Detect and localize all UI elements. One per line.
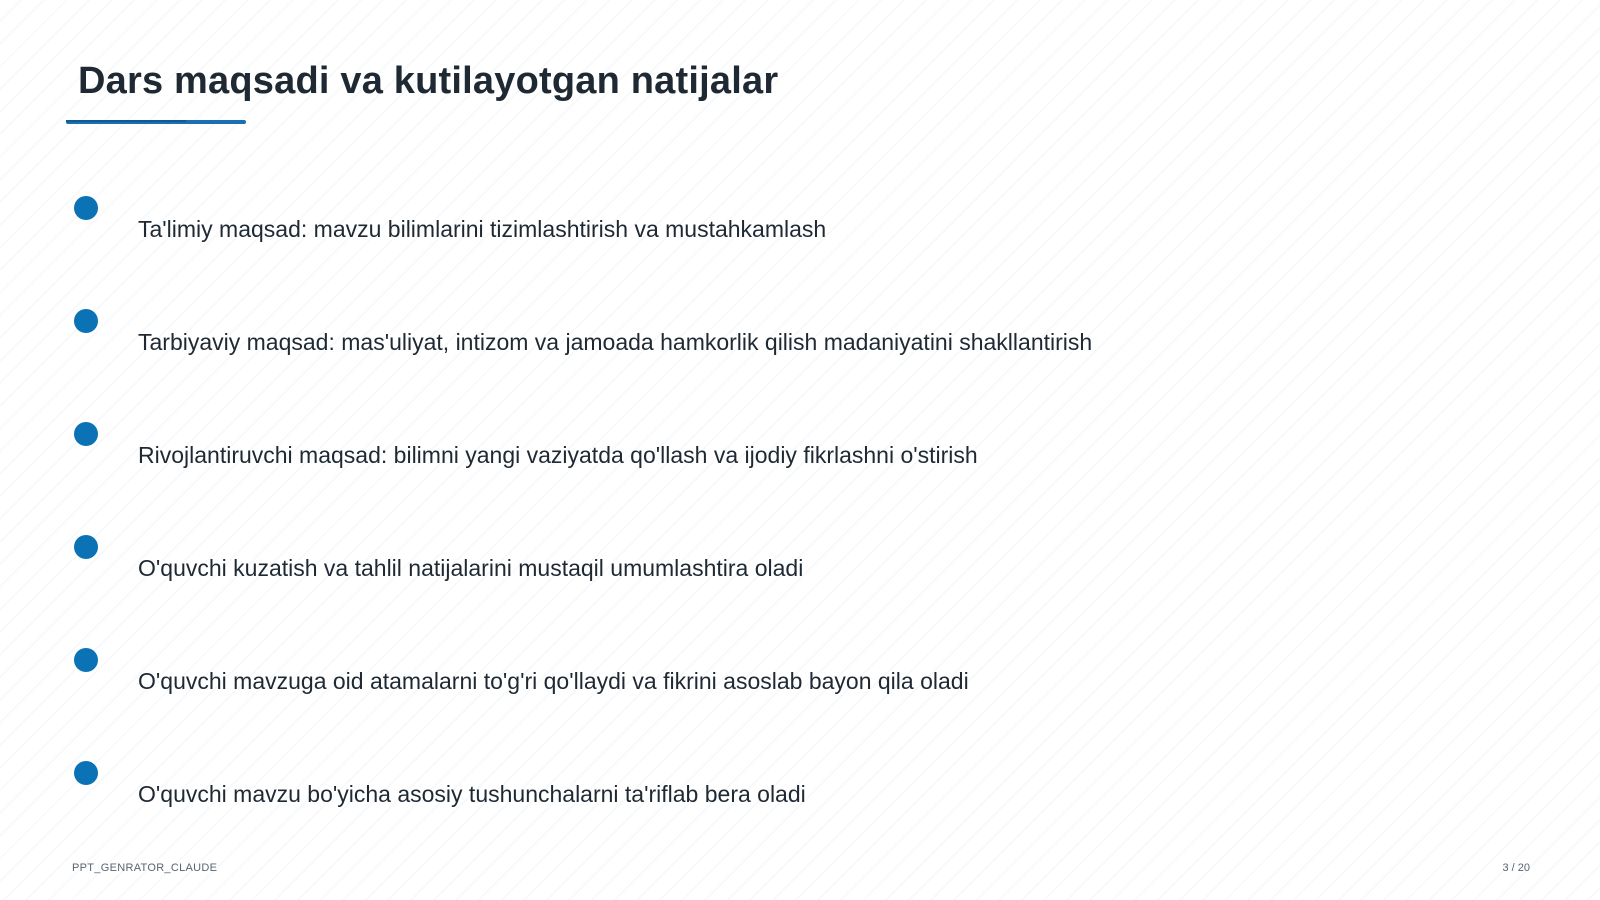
bullet-dot-icon [74,648,98,672]
bullet-dot-icon [74,309,98,333]
bullet-text: Ta'limiy maqsad: mavzu bilimlarini tizimlashtirish va mustahkamlash [138,216,827,242]
footer-source-label: PPT_GENRATOR_CLAUDE [72,862,218,874]
bullet-dot-icon [74,535,98,559]
bullet-item [0,535,1400,595]
bullet-dot-icon [74,422,98,446]
bullet-item [0,761,1400,821]
bullet-dot-icon [74,761,98,785]
bullet-dot-icon [74,196,98,220]
bullet-item [0,422,1400,482]
bullet-item [0,309,1400,369]
bullet-text: O'quvchi kuzatish va tahlil natijalarini mustaqil umumlashtira oladi [138,555,804,581]
bullet-text: Rivojlantiruvchi maqsad: bilimni yangi vaziyatda qo'llash va ijodiy fikrlashni o'stirish [138,442,978,468]
bullet-item [0,648,1400,708]
slide-title: Dars maqsadi va kutilayotgan natijalar [78,60,779,102]
bullet-item [0,196,1400,256]
bullet-text: Tarbiyaviy maqsad: mas'uliyat, intizom va jamoada hamkorlik qilish madaniyatini shakllantirish [138,329,1093,355]
page-indicator: 3 / 20 [1502,862,1530,874]
bullet-text: O'quvchi mavzu bo'yicha asosiy tushunchalarni ta'riflab bera oladi [138,781,806,807]
bullet-text: O'quvchi mavzuga oid atamalarni to'g'ri qo'llaydi va fikrini asoslab bayon qila oladi [138,668,969,694]
